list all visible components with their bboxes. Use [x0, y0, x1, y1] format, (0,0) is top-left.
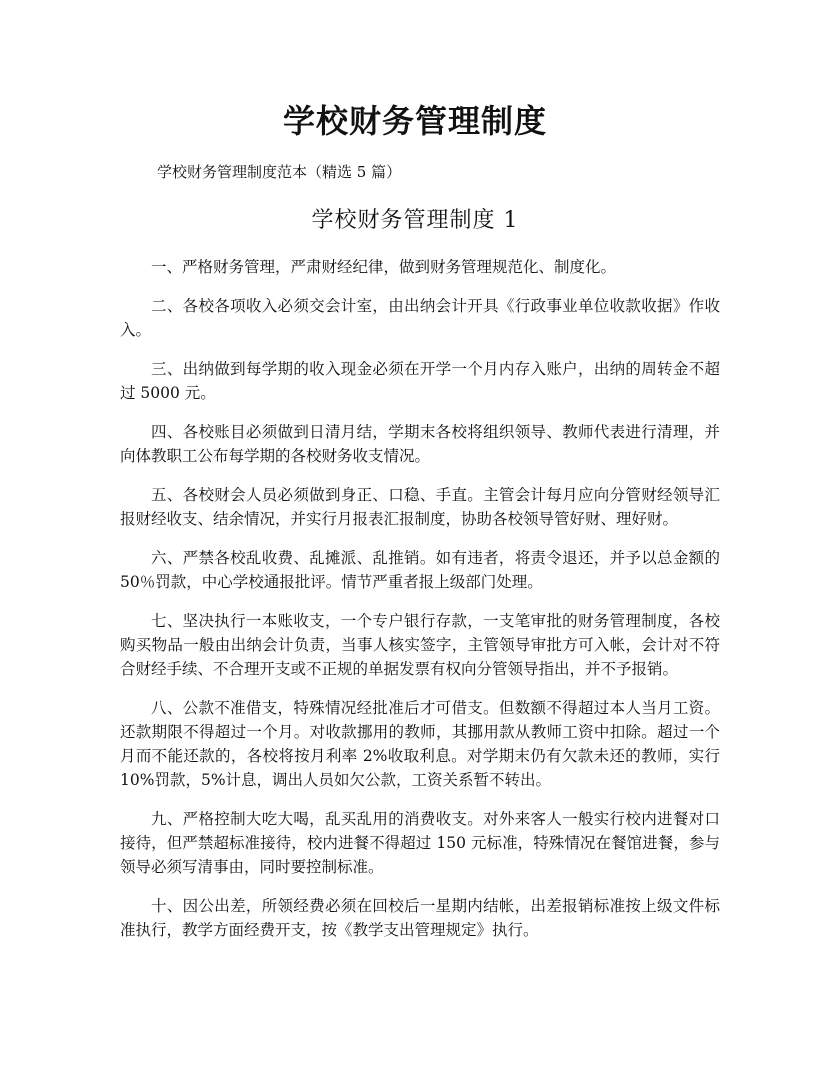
paragraph: 九、严格控制大吃大喝，乱买乱用的消费收支。对外来客人一般实行校内进餐对口接待，但严禁超标准接待，校内进餐不得超过 150 元标准，特殊情况在餐馆进餐，参与领导必须写清事由，同时要控制标准。: [120, 810, 720, 876]
paragraph: 四、各校账目必须做到日清月结，学期末各校将组织领导、教师代表进行清理，并向体教职工公布每学期的各校财务收支情况。: [120, 423, 720, 465]
paragraph: 三、出纳做到每学期的收入现金必须在开学一个月内存入账户，出纳的周转金不超过 5000 元。: [120, 360, 720, 402]
paragraph: 七、坚决执行一本账收支，一个专户银行存款，一支笔审批的财务管理制度，各校购买物品一般由出纳会计负责，当事人核实签字，主管领导审批方可入帐，会计对不符合财经手续、不合理开支或不正规的单据发票有权向分管领导指出，并不予报销。: [120, 612, 720, 678]
section-title: 学校财务管理制度 1: [311, 208, 519, 233]
paragraph: 一、严格财务管理，严肃财经纪律，做到财务管理规范化、制度化。: [151, 258, 617, 276]
paragraph: 十、因公出差，所领经费必须在回校后一星期内结帐，出差报销标准按上级文件标准执行，教学方面经费开支，按《教学支出管理规定》执行。: [120, 897, 720, 939]
document-title: 学校财务管理制度: [282, 102, 547, 140]
paragraph: 八、公款不准借支，特殊情况经批准后才可借支。但数额不得超过本人当月工资。还款期限不得超过一个月。对收款挪用的教师，其挪用款从教师工资中扣除。超过一个月而不能还款的，各校将按月利率 2%收取利息。对学期末仍有欠款未还的教师，实行 10%罚款，5%计息，调出人员如欠公款，工资关系暂不转出。: [120, 699, 720, 789]
document-body: [120, 255, 720, 957]
paragraph: 六、严禁各校乱收费、乱摊派、乱推销。如有违者，将责令退还，并予以总金额的 50％罚款，中心学校通报批评。情节严重者报上级部门处理。: [120, 549, 720, 591]
paragraph: 二、各校各项收入必须交会计室，由出纳会计开具《行政事业单位收款收据》作收入。: [120, 297, 720, 339]
document-subtitle: 学校财务管理制度范本（精选 5 篇）: [157, 163, 402, 181]
paragraph: 五、各校财会人员必须做到身正、口稳、手直。主管会计每月应向分管财经领导汇报财经收支、结余情况，并实行月报表汇报制度，协助各校领导管好财、理好财。: [120, 486, 720, 528]
